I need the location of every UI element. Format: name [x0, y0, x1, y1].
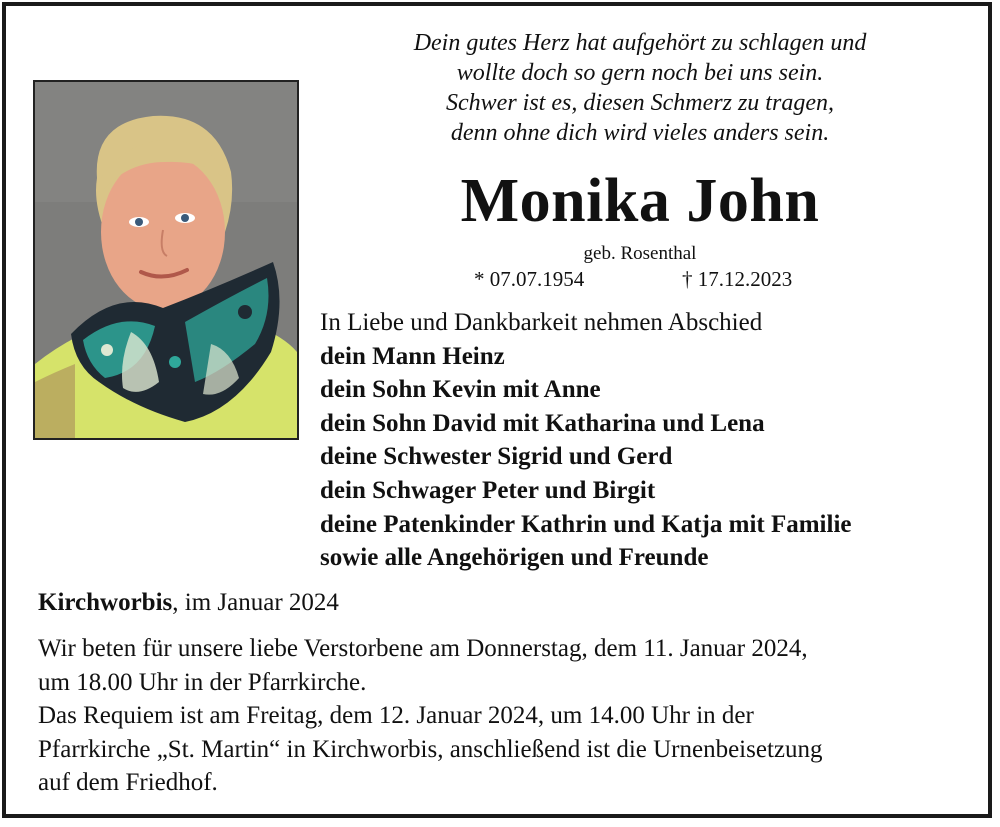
notice-line: um 18.00 Uhr in der Pfarrkirche.: [38, 668, 367, 696]
mourners-intro: In Liebe und Dankbarkeit nehmen Abschied: [320, 309, 763, 336]
mourner-entry: dein Sohn Kevin mit Anne: [320, 376, 601, 404]
scarf-dot: [169, 356, 181, 368]
mourners-list: [320, 306, 980, 575]
life-dates: [474, 266, 814, 292]
notice-line: Wir beten für unsere liebe Verstorbene am Donnerstag, dem 11. Januar 2024,: [38, 635, 808, 662]
poem-line: wollte doch so gern noch bei uns sein.: [456, 60, 824, 86]
mourner-entry: dein Sohn David mit Katharina und Lena: [320, 409, 765, 437]
notice-line: Das Requiem ist am Freitag, dem 12. Januar 2024, um 14.00 Uhr in der: [38, 702, 754, 729]
mourner-entry: sowie alle Angehörigen und Freunde: [320, 544, 709, 572]
deceased-name: Monika John: [460, 167, 820, 235]
mourner-entry: deine Patenkinder Kathrin und Katja mit Familie: [320, 510, 852, 538]
left-iris: [135, 218, 143, 226]
mourner-entry: dein Mann Heinz: [320, 342, 505, 370]
death-date: † 17.12.2023: [682, 267, 793, 291]
right-iris: [181, 214, 189, 222]
scarf-dot: [238, 305, 252, 319]
mourner-entry: dein Schwager Peter und Birgit: [320, 476, 656, 504]
place-name: Kirchworbis: [38, 589, 173, 616]
scarf-dot: [101, 344, 113, 356]
poem-line: Schwer ist es, diesen Schmerz zu tragen,: [446, 90, 834, 116]
poem-line: Dein gutes Herz hat aufgehört zu schlagen und: [413, 30, 867, 56]
memorial-poem: [330, 28, 950, 148]
birth-date: * 07.07.1954: [474, 267, 585, 291]
notice-date: , im Januar 2024: [172, 589, 339, 616]
portrait-photo: [33, 80, 299, 440]
portrait-image: [35, 82, 297, 438]
birth-name: geb. Rosenthal: [583, 243, 697, 264]
notice-line: Pfarrkirche „St. Martin“ in Kirchworbis, anschließend ist die Urnenbeisetzung: [38, 735, 823, 763]
mourner-entry: deine Schwester Sigrid und Gerd: [320, 443, 673, 471]
poem-line: denn ohne dich wird vieles anders sein.: [450, 120, 830, 146]
service-notice: [38, 632, 968, 800]
place-and-date: [38, 588, 339, 618]
notice-line: auf dem Friedhof.: [38, 769, 218, 796]
